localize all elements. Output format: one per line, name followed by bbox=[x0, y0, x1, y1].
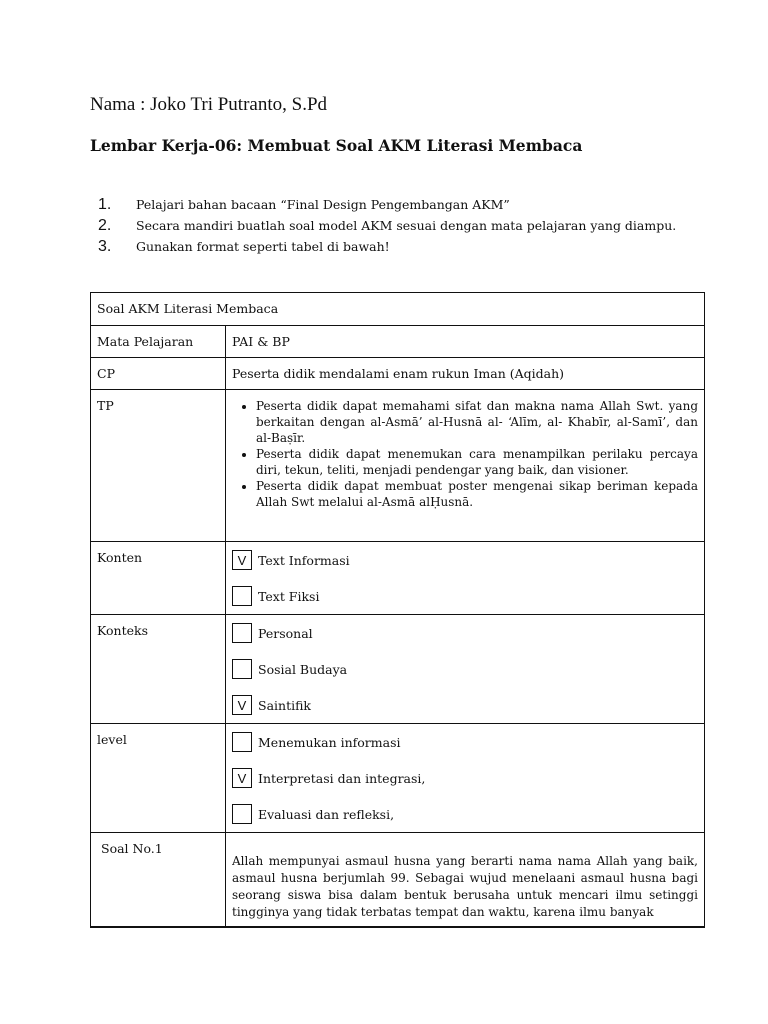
konten-option bbox=[232, 578, 698, 614]
option-label: Text Informasi bbox=[258, 552, 350, 568]
instruction-text: Pelajari bahan bacaan “Final Design Pengembangan AKM” bbox=[136, 197, 510, 212]
konteks-option bbox=[232, 651, 698, 687]
tp-list bbox=[232, 390, 698, 510]
konten-option bbox=[232, 542, 698, 578]
tp-label: TP bbox=[91, 390, 226, 542]
instruction-text: Gunakan format seperti tabel di bawah! bbox=[136, 239, 390, 254]
checkbox[interactable] bbox=[232, 804, 252, 824]
instruction-number: 1. bbox=[98, 195, 112, 213]
cp-value: Peserta didik mendalami enam rukun Iman (Aqidah) bbox=[226, 358, 705, 390]
author-name: Nama : Joko Tri Putranto, S.Pd bbox=[90, 94, 328, 115]
mapel-label: Mata Pelajaran bbox=[91, 326, 226, 358]
checkbox[interactable]: V bbox=[232, 768, 252, 788]
mapel-value: PAI & BP bbox=[226, 326, 705, 358]
level-options bbox=[226, 724, 705, 833]
option-label: Saintifik bbox=[258, 697, 311, 713]
konten-options bbox=[226, 542, 705, 615]
checkbox[interactable] bbox=[232, 659, 252, 679]
option-label: Sosial Budaya bbox=[258, 661, 348, 677]
soal-label: Soal No.1 bbox=[91, 833, 226, 927]
option-label: Menemukan informasi bbox=[258, 734, 401, 750]
instruction-number: 3. bbox=[98, 237, 112, 255]
checkbox[interactable] bbox=[232, 623, 252, 643]
option-label: Interpretasi dan integrasi, bbox=[258, 770, 426, 786]
checkbox[interactable] bbox=[232, 732, 252, 752]
konteks-option bbox=[232, 615, 698, 651]
table-header: Soal AKM Literasi Membaca bbox=[91, 293, 705, 326]
worksheet-title: Lembar Kerja-06: Membuat Soal AKM Literasi Membaca bbox=[90, 136, 583, 155]
konteks-options bbox=[226, 615, 705, 724]
instruction-number: 2. bbox=[98, 216, 112, 234]
konteks-label: Konteks bbox=[91, 615, 226, 724]
soal-text: Allah mempunyai asmaul husna yang berarti nama nama Allah yang baik, asmaul husna berjumlah 99. Sebagai wujud menelaani asmaul husna bagi seorang siswa bisa dalam bentuk berusaha untuk mencari ilmu setinggi tingginya yang tidak terbatas tempat dan waktu, karena ilmu banyak bbox=[232, 854, 698, 919]
level-label: level bbox=[91, 724, 226, 833]
akm-table bbox=[90, 292, 705, 928]
konten-label: Konten bbox=[91, 542, 226, 615]
level-option bbox=[232, 760, 698, 796]
tp-item: • Peserta didik dapat memahami sifat dan makna nama Allah Swt. yang berkaitan dengan al-Asmā’ al-Husnā al- ‘Alīm, al- Khabīr, al-Samī’, dan al-Baṣīr. bbox=[256, 398, 698, 446]
tp-cell bbox=[226, 390, 705, 542]
instruction-item bbox=[98, 215, 718, 236]
checkbox[interactable]: V bbox=[232, 550, 252, 570]
option-label: Text Fiksi bbox=[258, 588, 320, 604]
level-option bbox=[232, 724, 698, 760]
checkbox[interactable]: V bbox=[232, 695, 252, 715]
option-label: Evaluasi dan refleksi, bbox=[258, 806, 395, 822]
soal-cell bbox=[226, 833, 705, 927]
instruction-item bbox=[98, 194, 718, 215]
tp-item: • Peserta didik dapat menemukan cara menampilkan perilaku percaya diri, tekun, teliti, menjadi pendengar yang baik, dan visioner. bbox=[256, 446, 698, 478]
option-label: Personal bbox=[258, 625, 313, 641]
checkbox[interactable] bbox=[232, 586, 252, 606]
instruction-list bbox=[98, 194, 718, 257]
instruction-item bbox=[98, 236, 718, 257]
konteks-option bbox=[232, 687, 698, 723]
cp-label: CP bbox=[91, 358, 226, 390]
tp-item: • Peserta didik dapat membuat poster mengenai sikap beriman kepada Allah Swt melalui al-Asmā alḤusnā. bbox=[256, 478, 698, 510]
level-option bbox=[232, 796, 698, 832]
instruction-text: Secara mandiri buatlah soal model AKM sesuai dengan mata pelajaran yang diampu. bbox=[136, 218, 677, 233]
